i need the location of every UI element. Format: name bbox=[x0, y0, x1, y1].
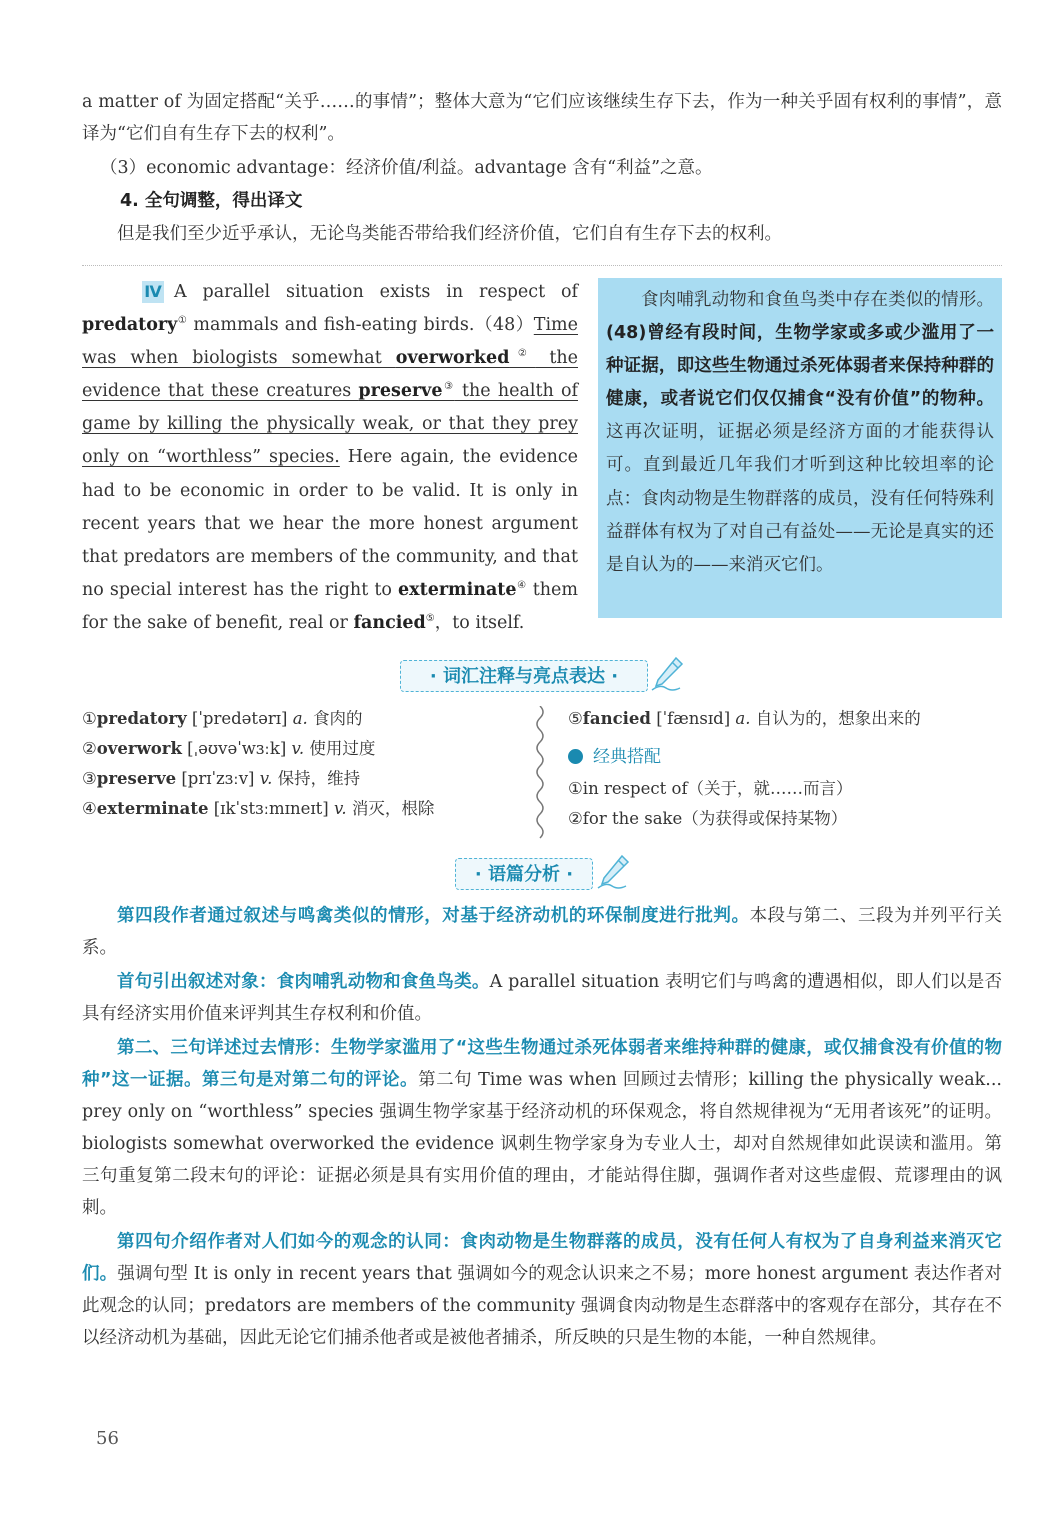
divider bbox=[82, 265, 1002, 266]
paragraph-number: Ⅳ bbox=[142, 281, 164, 303]
vocab-list-right bbox=[568, 704, 921, 834]
pen-icon bbox=[596, 854, 630, 890]
page-number: 56 bbox=[96, 1428, 119, 1449]
translation-box: 食肉哺乳动物和食鱼鸟类中存在类似的情形。(48)曾经有段时间，生物学家或多或少滥用了一种证据，即这些生物通过杀死体弱者来保持种群的健康，或者说它们仅仅捕食“没有价值”的物种。这再次证明，证据必须是经济方面的才能获得认可。直到最近几年我们才听到这种比较坦率的论点：食肉动物是生物群落的成员，没有任何特殊利益群体有权为了对自己有益处——无论是真实的还是自认为的——来消灭它们。 bbox=[598, 278, 1002, 618]
collocation-heading: 经典搭配 bbox=[568, 742, 921, 772]
step-heading: 4. 全句调整，得出译文 bbox=[120, 191, 303, 211]
english-passage: Ⅳ A parallel situation exists in respect of predatory① mammals and fish-eating birds.（48）Time was when biologists somewhat overworked② the evidence that these creatures preserve③ the health of game by killing the physically weak, or that they prey only on “worthless” species. Here again, the evidence had to be economic in order to be valid. It is only in recent years that we hear the more honest argument that predators are members of the community, and that no special interest has the right to exterminate④ them for the sake of benefit, real or fancied⑤，to itself. bbox=[82, 282, 579, 633]
vocab-list bbox=[82, 704, 434, 824]
note-economic-advantage: （3）economic advantage：经济价值/利益。advantage 含有“利益”之意。 bbox=[100, 158, 713, 178]
intro-paragraph: a matter of 为固定搭配“关乎……的事情”；整体大意为“它们应该继续生存下去，作为一种关乎固有权利的事情”，意译为“它们自有生存下去的权利”。 bbox=[82, 92, 1002, 144]
wavy-divider bbox=[530, 706, 550, 842]
vocab-section-tag: · 词汇注释与亮点表达 · bbox=[400, 660, 648, 692]
vocab-item: ④exterminate [ɪkˈstɜːmɪneɪt] v. 消灭，根除 bbox=[82, 799, 435, 818]
final-translation: 但是我们至少近乎承认，无论鸟类能否带给我们经济价值，它们自有生存下去的权利。 bbox=[117, 224, 782, 244]
analysis-paragraph: 第四句介绍作者对人们如今的观念的认同：食肉动物是生物群落的成员，没有任何人有权为了自身利益来消灭它们。强调句型 It is only in recent years that 强调如今的观念认识来之不易；more honest argument 表达作者对此观念的认同；predators are members of the community 强调食肉动物是生态群落中的客观存在部分，其存在不以经济动机为基础，因此无论它们捕杀他者或是被他者捕杀，所反映的只是生物的本能，一种自然规律。 bbox=[82, 1232, 1002, 1348]
collocation-item: ②for the sake（为获得或保持某物） bbox=[568, 809, 848, 828]
collocation-item: ①in respect of（关于，就……而言） bbox=[568, 779, 853, 798]
analysis-paragraph: 第四段作者通过叙述与鸣禽类似的情形，对基于经济动机的环保制度进行批判。本段与第二、三段为并列平行关系。 bbox=[82, 906, 1003, 958]
underlined-sentence: Time was when biologists somewhat overworked② the evidence that these creatures preserve③ the health of game by killing the physically weak, or that they prey only on “worthless” species. bbox=[82, 315, 579, 468]
vocab-item: ③preserve [prɪˈzɜːv] v. 保持，维持 bbox=[82, 769, 361, 788]
vocab-word: predatory bbox=[82, 315, 178, 336]
vocab-item: ②overwork [ˌəʊvəˈwɜːk] v. 使用过度 bbox=[82, 739, 376, 758]
analysis-section-tag: · 语篇分析 · bbox=[455, 858, 593, 890]
vocab-item: ①predatory [ˈpredətərɪ] a. 食肉的 bbox=[82, 709, 363, 728]
pen-icon bbox=[650, 656, 684, 692]
vocab-item: ⑤fancied [ˈfænsɪd] a. 自认为的，想象出来的 bbox=[568, 709, 921, 728]
translation-highlight: (48)曾经有段时间，生物学家或多或少滥用了一种证据，即这些生物通过杀死体弱者来保持种群的健康，或者说它们仅仅捕食“没有价值”的物种。 bbox=[606, 323, 994, 410]
bullet-icon bbox=[568, 749, 583, 764]
analysis-paragraph: 首句引出叙述对象：食肉哺乳动物和食鱼鸟类。A parallel situation 表明它们与鸣禽的遭遇相似，即人们以是否具有经济实用价值来评判其生存权利和价值。 bbox=[82, 972, 1002, 1024]
analysis-paragraph: 第二、三句详述过去情形：生物学家滥用了“这些生物通过杀死体弱者来维持种群的健康，或仅捕食没有价值的物种”这一证据。第三句是对第二句的评论。第二句 Time was when 回顾过去情形；killing the physically weak... prey only on “worthless” species 强调生物学家基于经济动机的环保观念，将自然规律视为“无用者该死”的证明。biologists somewhat overworked the evidence 讽刺生物学家身为专业人士，却对自然规律如此误读和滥用。第三句重复第二段末句的评论：证据必须是具有实用价值的理由，才能站得住脚，强调作者对这些虚假、荒谬理由的讽刺。 bbox=[82, 1038, 1002, 1218]
